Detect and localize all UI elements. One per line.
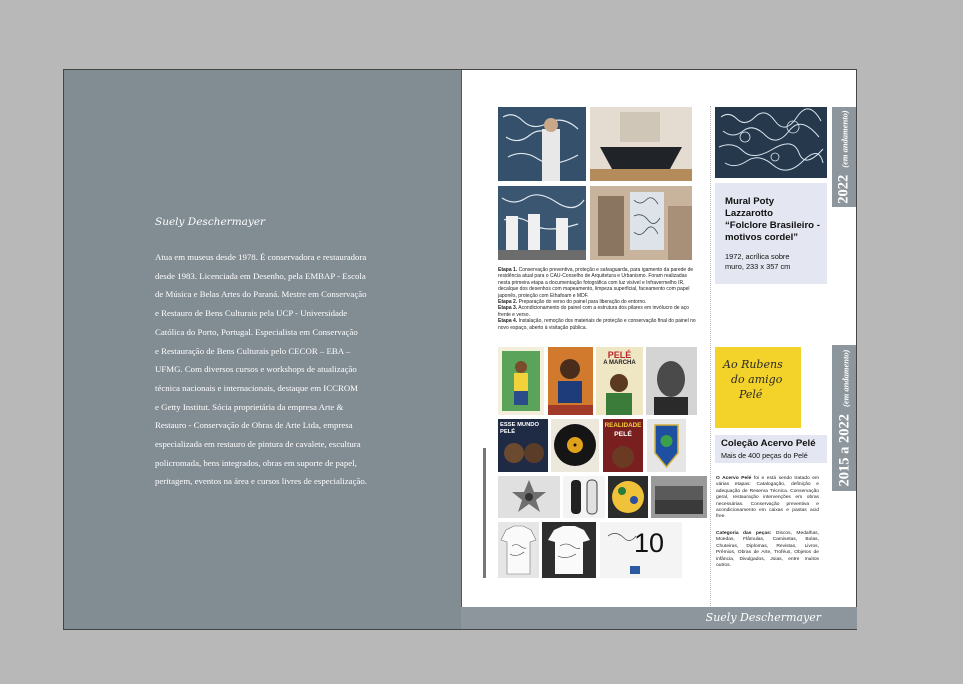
bio-line: Restauro - Conservação de Obras de Arte Ltda, empresa [155,420,353,431]
pele-shirt-2 [542,522,596,578]
page-footer [461,607,857,629]
pele-paragraph-1: O Acervo Pelé foi e está sendo tratado em várias etapas: Catalogação, definição e adequação de Reserva Técnica. Conservação geral, restauração intervenções em obras necessárias. Conservação preventiva e acondicionamento em caixas e pastas acid free. [716,476,819,520]
footer-author-name: Suely Deschermayer [705,611,821,624]
bio-line: Atua em museus desde 1978. É conservadora e restauradora [155,252,367,262]
bio-line: de Música e Belas Artes do Paraná. Mestre em Conservação [155,289,367,300]
pele-boots [563,476,605,518]
mural-installed-photo [590,186,692,260]
mural-team-photo [498,186,586,260]
mural-infobox [715,183,827,284]
bio-line: policromada, bens integrados, obras em suporte de papel, [155,457,357,468]
mural-poty-photo [715,107,827,178]
column-divider [710,106,711,606]
bio-line: desde 1983. Licenciada em Desenho, pela EMBAP - Escola [155,270,366,281]
mural-work-photo-2 [590,107,692,181]
year-tab-2015-2022 [832,345,856,491]
pele-vinyl-record [551,419,599,472]
pele-medal [498,476,560,518]
bio-line: e Restauro de Bens Culturais pela UCP - Universidade [155,308,348,319]
pele-portrait [646,347,697,415]
pele-photo-1 [498,347,544,415]
pele-signature-photo [715,347,801,428]
pele-poster-marcha [548,347,593,415]
mural-work-photo-1 [498,107,586,181]
pele-ball [608,476,648,518]
bio-line: UFMG. Com diversos cursos e workshops de atualização [155,364,357,375]
bio-line: peritagem, eventos na área e cursos livres de especialização. [155,476,367,487]
pele-record-cover: ESSE MUNDO PELÉ [498,419,548,472]
mural-year: 2022 [836,174,852,204]
mural-detail: 1972, acrílica sobre muro, 233 x 357 cm [725,252,791,271]
bio-line: técnica nacionais e internacionais, destaque em ICCROM [155,382,358,393]
mural-step: Etapa 2. Preparação do verso do painel para liberação do entorno. [498,299,647,306]
author-name: Suely Deschermayer [155,216,266,228]
pele-shirt-1 [498,522,539,578]
mural-status: (em andamento) [840,110,850,168]
mural-steps [498,267,698,331]
mural-step: Etapa 4. Instalação, remoção dos materiais de proteção e conservação final do painel no novo espaço, aberto à visitação pública. [498,318,696,331]
pele-paragraph-2: Categoria das peças: Discos, Medalhas, Moedas, Flâmulas, Camisetas, Bolas, Chuteiras, Diplomas, Revistas, Livros, Prêmios, Obras de Arte, Troféus, Objetos de infância, Divulgados, Joias, entre muitos outros. [716,531,819,569]
pele-status: (em andamento) [840,349,850,407]
pele-signature: Ao Rubens do amigo Pelé [723,358,783,401]
pele-book-realidade: REALIDADE PELÉ [603,419,643,472]
pele-subtitle: Mais de 400 peças do Pelé [721,451,808,460]
bio-line: e Restauração de Bens Culturais pelo CECOR – EBA – [155,345,351,356]
pele-infobox [715,435,827,463]
mural-step: Etapa 1. Conservação preventiva, proteção e salvaguarda, para igamento da parede de residência atual para o CAU-Conselho de Arquitetura e Urbanismo. Foram realizadas nesta primeira etapa a documentação fotográfica com luz visível e Infravermelho IR, decalque dos desenhos com mapeamento, limpeza superficial, faceamento com papel japonês, proteção com Ethafoam e MDF. [498,267,694,299]
pele-team-photo [651,476,707,518]
pele-pennant [647,419,686,472]
bio-line: especializada em restauro de pintura de cavalete, escultura [155,439,361,450]
mural-title: Mural Poty Lazzarotto [725,196,775,219]
author-bio [155,248,391,491]
left-page [64,70,462,629]
bio-line: Católica do Porto, Portugal. Especialista em Conservação [155,326,358,337]
mural-subtitle: “Folclore Brasileiro - motivos cordel” [725,220,820,243]
pele-year: 2015 a 2022 [836,413,852,487]
year-tab-2022 [832,107,856,207]
bio-line: e Getty Institut. Sócia proprietária da empresa Arte & [155,401,344,412]
pele-shirt-number: 10 [600,522,682,578]
accent-bar [483,448,486,578]
pele-title: Coleção Acervo Pelé [721,438,816,449]
mural-step: Etapa 3. Acondicionamento do painel com a estrutura dos pilares em invólucro de aço frente e verso. [498,305,689,318]
magazine-spread [63,69,857,630]
pele-poster-a-marcha: PELÉ A MARCHA [596,347,643,415]
right-page [461,70,856,629]
